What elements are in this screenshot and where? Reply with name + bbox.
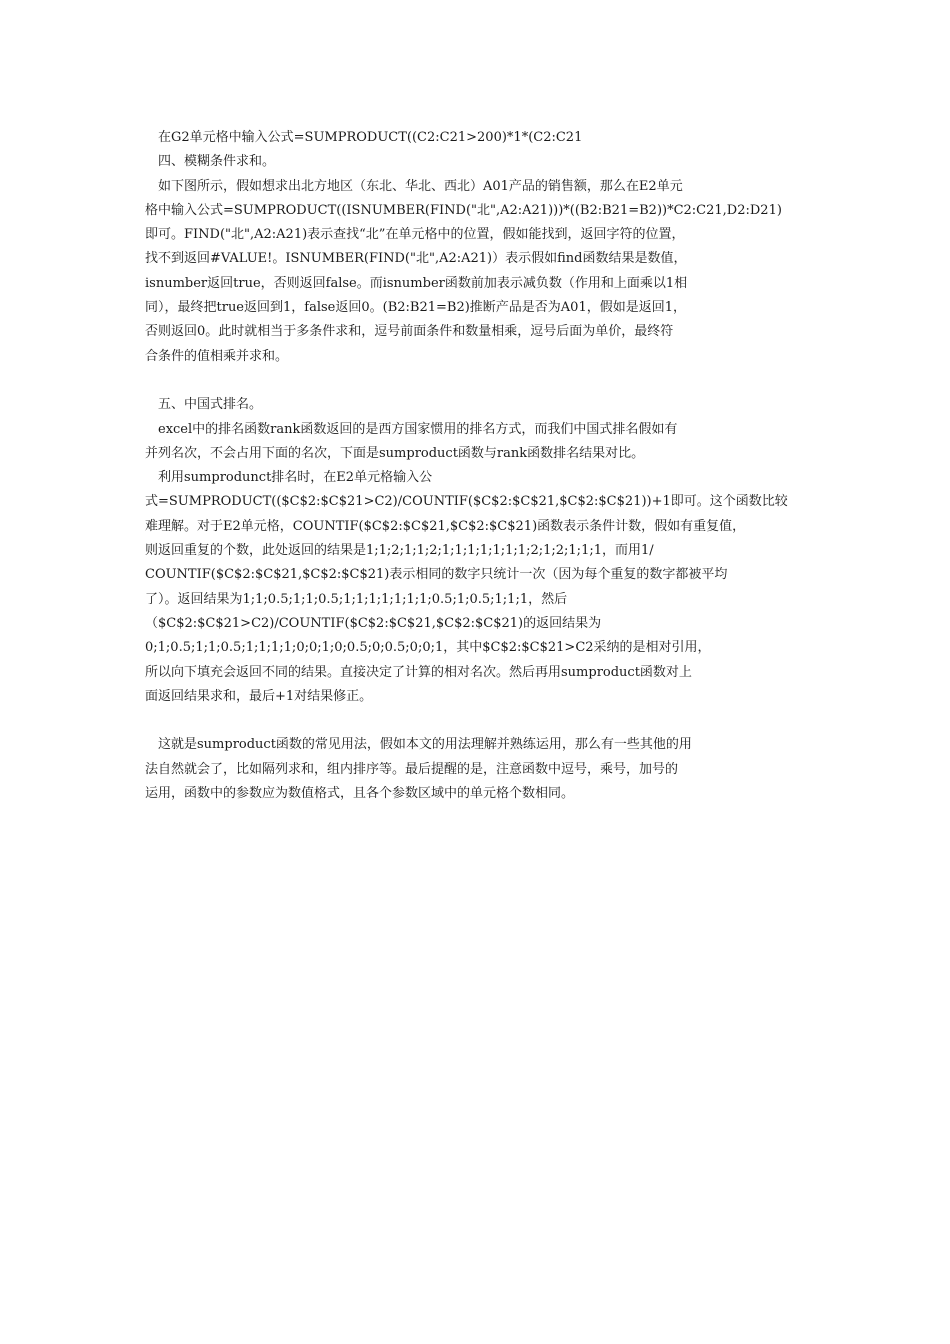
text-line: 合条件的值相乘并求和。	[145, 348, 289, 364]
text-line: 难理解。对于E2单元格，COUNTIF($C$2:$C$21,$C$2:$C$21)函数表示条件计数，假如有重复值，	[145, 518, 746, 534]
text-line: 面返回结果求和，最后+1对结果修正。	[145, 688, 373, 704]
text-line: 在G2单元格中输入公式=SUMPRODUCT((C2:C21>200)*1*(C2:C21	[158, 130, 583, 145]
text-line: 这就是sumproduct函数的常见用法，假如本文的用法理解并熟练运用，那么有一些其他的用	[158, 737, 692, 753]
text-line: 所以向下填充会返回不同的结果。直接决定了计算的相对名次。然后再用sumproduct函数对上	[145, 664, 692, 680]
text-line: 运用，函数中的参数应为数值格式，且各个参数区域中的单元格个数相同。	[145, 786, 575, 802]
paragraph-gap	[145, 709, 810, 733]
text-line: 0;1;0.5;1;1;0.5;1;1;1;1;0;0;1;0;0.5;0;0.5;0;0;1，其中$C$2:$C$21>C2采纳的是相对引用，	[145, 640, 711, 656]
section-heading-fuzzy-sum: 四、模糊条件求和。	[158, 154, 276, 170]
text-line: COUNTIF($C$2:$C$21,$C$2:$C$21)表示相同的数字只统计一次（因为每个重复的数字都被平均	[145, 567, 728, 583]
text-line: 了）。返回结果为1;1;0.5;1;1;0.5;1;1;1;1;1;1;1;0.5;1;0.5;1;1;1，然后	[145, 591, 568, 607]
text-line: 式=SUMPRODUCT(($C$2:$C$21>C2)/COUNTIF($C$2:$C$21,$C$2:$C$21))+1即可。这个函数比较	[145, 494, 788, 510]
text-line: excel中的排名函数rank函数返回的是西方国家惯用的排名方式，而我们中国式排名假如有	[158, 421, 678, 437]
text-line: 即可。FIND("北",A2:A21)表示查找“北”在单元格中的位置，假如能找到，返回字符的位置，	[145, 227, 685, 243]
text-line: 则返回重复的个数，此处返回的结果是1;1;2;1;1;2;1;1;1;1;1;1;1;2;1;2;1;1;1，而用1/	[145, 543, 654, 559]
document-body	[145, 126, 810, 806]
text-line: 同），最终把true返回到1，false返回0。(B2:B21=B2)推断产品是否为A01，假如是返回1，	[145, 300, 686, 316]
text-line: isnumber返回true，否则返回false。而isnumber函数前加表示减负数（作用和上面乘以1相	[145, 275, 688, 291]
text-line: 否则返回0。此时就相当于多条件求和，逗号前面条件和数量相乘，逗号后面为单价，最终符	[145, 324, 674, 340]
text-line: 利用sumprodunct排名时，在E2单元格输入公	[158, 470, 433, 486]
text-line: 法自然就会了，比如隔列求和，组内排序等。最后提醒的是，注意函数中逗号，乘号，加号的	[145, 761, 679, 777]
text-line: 格中输入公式=SUMPRODUCT((ISNUMBER(FIND("北",A2:A21)))*((B2:B21=B2))*C2:C21,D2:D21)	[145, 202, 782, 218]
section-heading-chinese-rank: 五、中国式排名。	[158, 397, 263, 413]
text-line: 并列名次，不会占用下面的名次，下面是sumproduct函数与rank函数排名结果对比。	[145, 445, 645, 461]
text-line: 如下图所示，假如想求出北方地区（东北、华北、西北）A01产品的销售额，那么在E2单元	[158, 178, 683, 194]
text-line: （$C$2:$C$21>C2)/COUNTIF($C$2:$C$21,$C$2:$C$21)的返回结果为	[145, 615, 602, 631]
text-line: 找不到返回#VALUE!。ISNUMBER(FIND("北",A2:A21)）表示假如find函数结果是数值，	[145, 251, 687, 267]
paragraph-gap	[145, 369, 810, 393]
